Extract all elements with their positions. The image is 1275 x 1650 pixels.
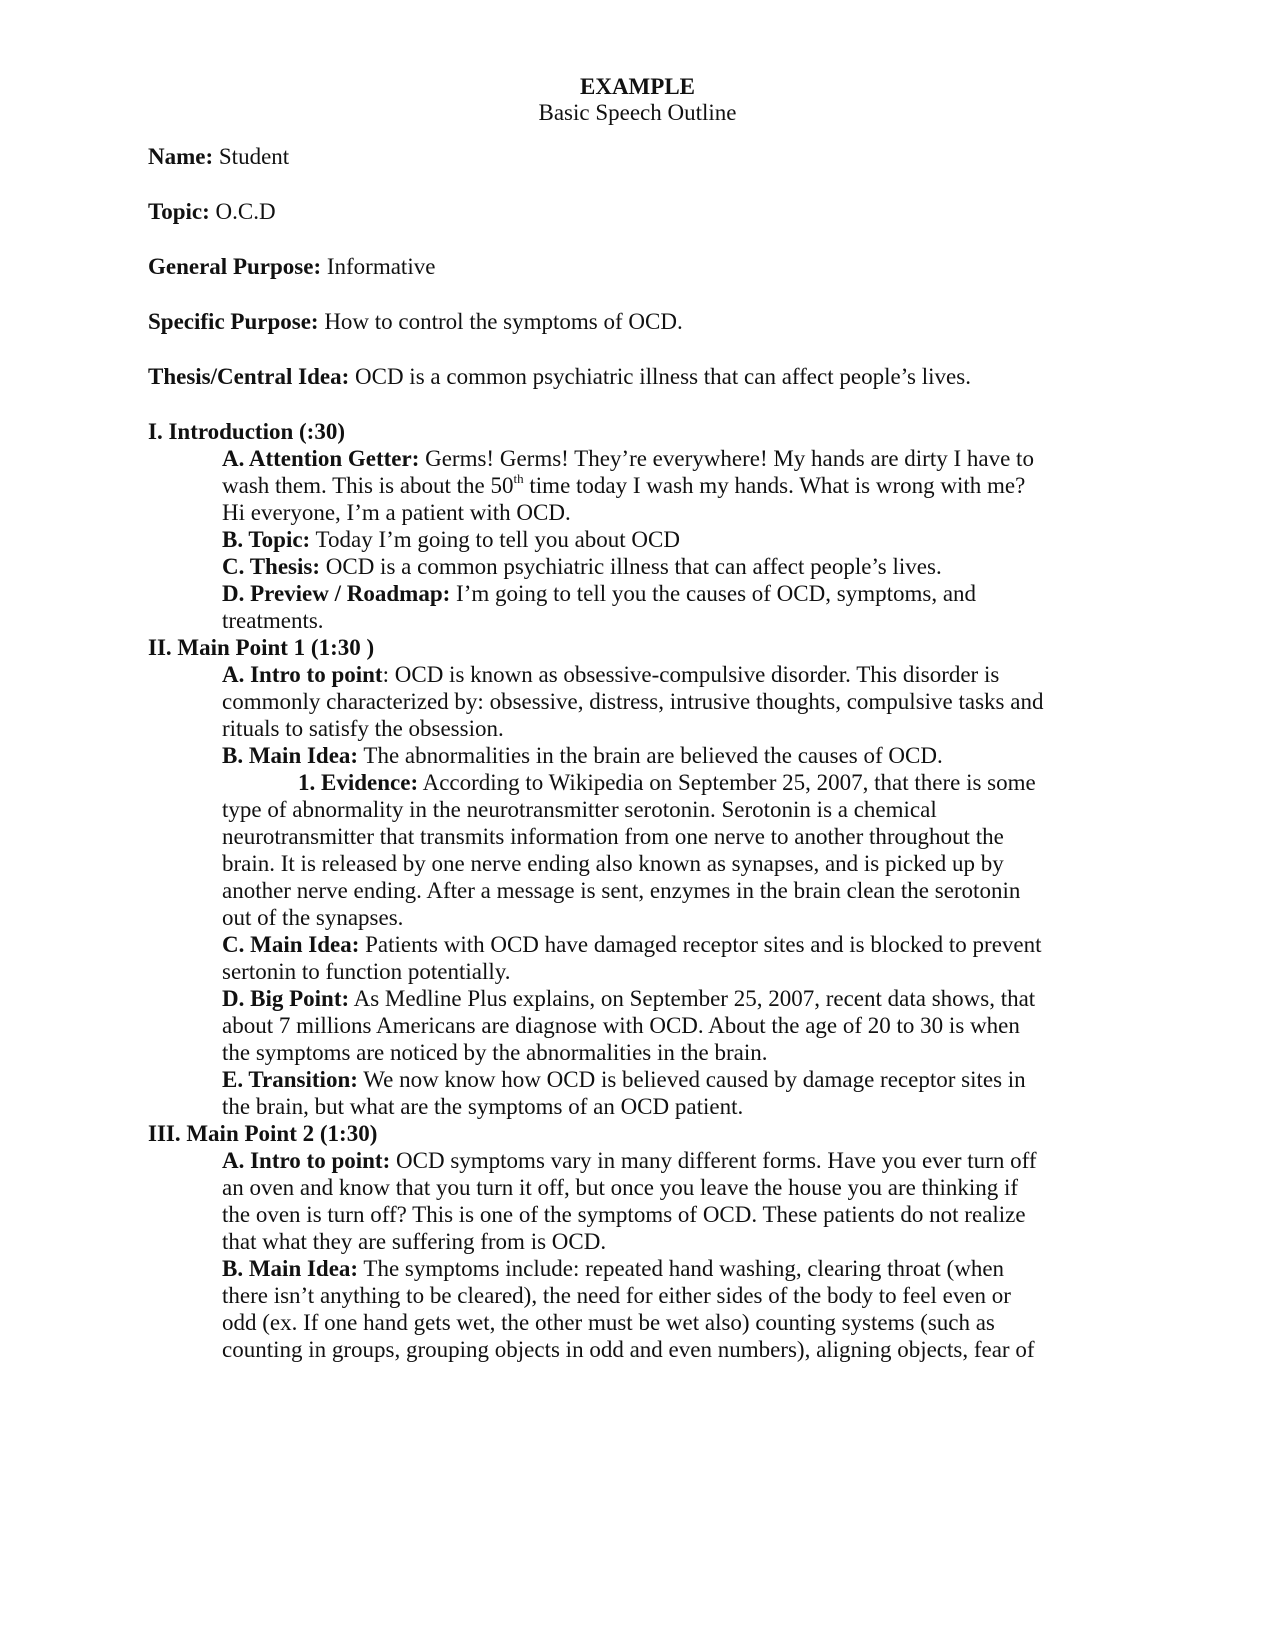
mp1-big-point-line-3: the symptoms are noticed by the abnormalities in the brain. [222, 1040, 768, 1065]
topic-value: O.C.D [209, 199, 276, 224]
specific-purpose-label: Specific Purpose: [148, 309, 319, 334]
intro-preview: D. Preview / Roadmap: I’m going to tell you the causes of OCD, symptoms, and [222, 581, 977, 606]
mp2-intro-line-4: that what they are suffering from is OCD. [222, 1229, 607, 1254]
mp1-intro-line-2: commonly characterized by: obsessive, distress, intrusive thoughts, compulsive tasks and [222, 689, 1044, 714]
document-subtitle: Basic Speech Outline [538, 100, 737, 125]
mp1-transition: E. Transition: We now know how OCD is believed caused by damage receptor sites in [222, 1067, 1026, 1092]
mp1-big-point-line-2: about 7 millions Americans are diagnose with OCD. About the age of 20 to 30 is when [222, 1013, 1020, 1038]
name-value: Student [213, 144, 290, 169]
superscript-th: th [513, 471, 524, 486]
mp1-intro-to-point: A. Intro to point: OCD is known as obsessive-compulsive disorder. This disorder is [222, 662, 1000, 687]
thesis-value: OCD is a common psychiatric illness that can affect people’s lives. [349, 364, 971, 389]
section-heading-main-point-2: III. Main Point 2 (1:30) [148, 1121, 378, 1146]
topic-field [148, 198, 276, 225]
mp2-intro-line-2: an oven and know that you turn it off, but once you leave the house you are thinking if [222, 1175, 1019, 1200]
mp1-evidence: 1. Evidence: According to Wikipedia on September 25, 2007, that there is some [298, 770, 1036, 795]
mp1-evidence-line-6: out of the synapses. [222, 905, 404, 930]
general-purpose-value: Informative [321, 254, 436, 279]
general-purpose-field [148, 253, 435, 280]
general-purpose-label: General Purpose: [148, 254, 322, 279]
attention-getter-label: A. Attention Getter: [222, 446, 420, 471]
name-label: Name: [148, 144, 214, 169]
thesis-field [148, 363, 971, 390]
mp1-intro-line-3: rituals to satisfy the obsession. [222, 716, 504, 741]
topic-label: Topic: [148, 199, 210, 224]
mp2-intro-line-3: the oven is turn off? This is one of the symptoms of OCD. These patients do not realize [222, 1202, 1026, 1227]
mp1-main-idea: B. Main Idea: The abnormalities in the brain are believed the causes of OCD. [222, 743, 943, 768]
mp2-main-idea: B. Main Idea: The symptoms include: repeated hand washing, clearing throat (when [222, 1256, 1005, 1281]
mp1-evidence-line-4: brain. It is released by one nerve ending also known as synapses, and is picked up by [222, 851, 1004, 876]
intro-topic: B. Topic: Today I’m going to tell you about OCD [222, 527, 680, 552]
document-title: EXAMPLE [580, 74, 695, 99]
mp2-main-idea-line-3: odd (ex. If one hand gets wet, the other must be wet also) counting systems (such as [222, 1310, 995, 1335]
mp1-evidence-line-3: neurotransmitter that transmits information from one nerve to another throughout the [222, 824, 1004, 849]
mp1-big-point: D. Big Point: As Medline Plus explains, on September 25, 2007, recent data shows, that [222, 986, 1036, 1011]
name-field [148, 143, 289, 170]
intro-preview-line-2: treatments. [222, 608, 324, 633]
mp1-main-idea-c-line-2: sertonin to function potentially. [222, 959, 511, 984]
mp2-main-idea-line-2: there isn’t anything to be cleared), the need for either sides of the body to feel even or [222, 1283, 1011, 1308]
section-heading-main-point-1: II. Main Point 1 (1:30 ) [148, 635, 375, 660]
mp1-main-idea-c: C. Main Idea: Patients with OCD have damaged receptor sites and is blocked to prevent [222, 932, 1042, 957]
intro-attention-getter: A. Attention Getter: Germs! Germs! They’re everywhere! My hands are dirty I have to [222, 446, 1034, 471]
mp1-evidence-line-2: type of abnormality in the neurotransmitter serotonin. Serotonin is a chemical [222, 797, 937, 822]
thesis-label: Thesis/Central Idea: [148, 364, 350, 389]
intro-attention-line-3: Hi everyone, I’m a patient with OCD. [222, 500, 571, 525]
section-heading-introduction: I. Introduction (:30) [148, 419, 346, 444]
mp2-main-idea-line-4: counting in groups, grouping objects in odd and even numbers), aligning objects, fear of [222, 1337, 1035, 1362]
intro-attention-line-2: wash them. This is about the 50th time today I wash my hands. What is wrong with me? [222, 471, 1026, 498]
specific-purpose-field [148, 308, 683, 335]
specific-purpose-value: How to control the symptoms of OCD. [318, 309, 683, 334]
mp2-intro-to-point: A. Intro to point: OCD symptoms vary in many different forms. Have you ever turn off [222, 1148, 1037, 1173]
mp1-transition-line-2: the brain, but what are the symptoms of an OCD patient. [222, 1094, 744, 1119]
mp1-evidence-line-5: another nerve ending. After a message is sent, enzymes in the brain clean the serotonin [222, 878, 1021, 903]
intro-thesis: C. Thesis: OCD is a common psychiatric illness that can affect people’s lives. [222, 554, 942, 579]
